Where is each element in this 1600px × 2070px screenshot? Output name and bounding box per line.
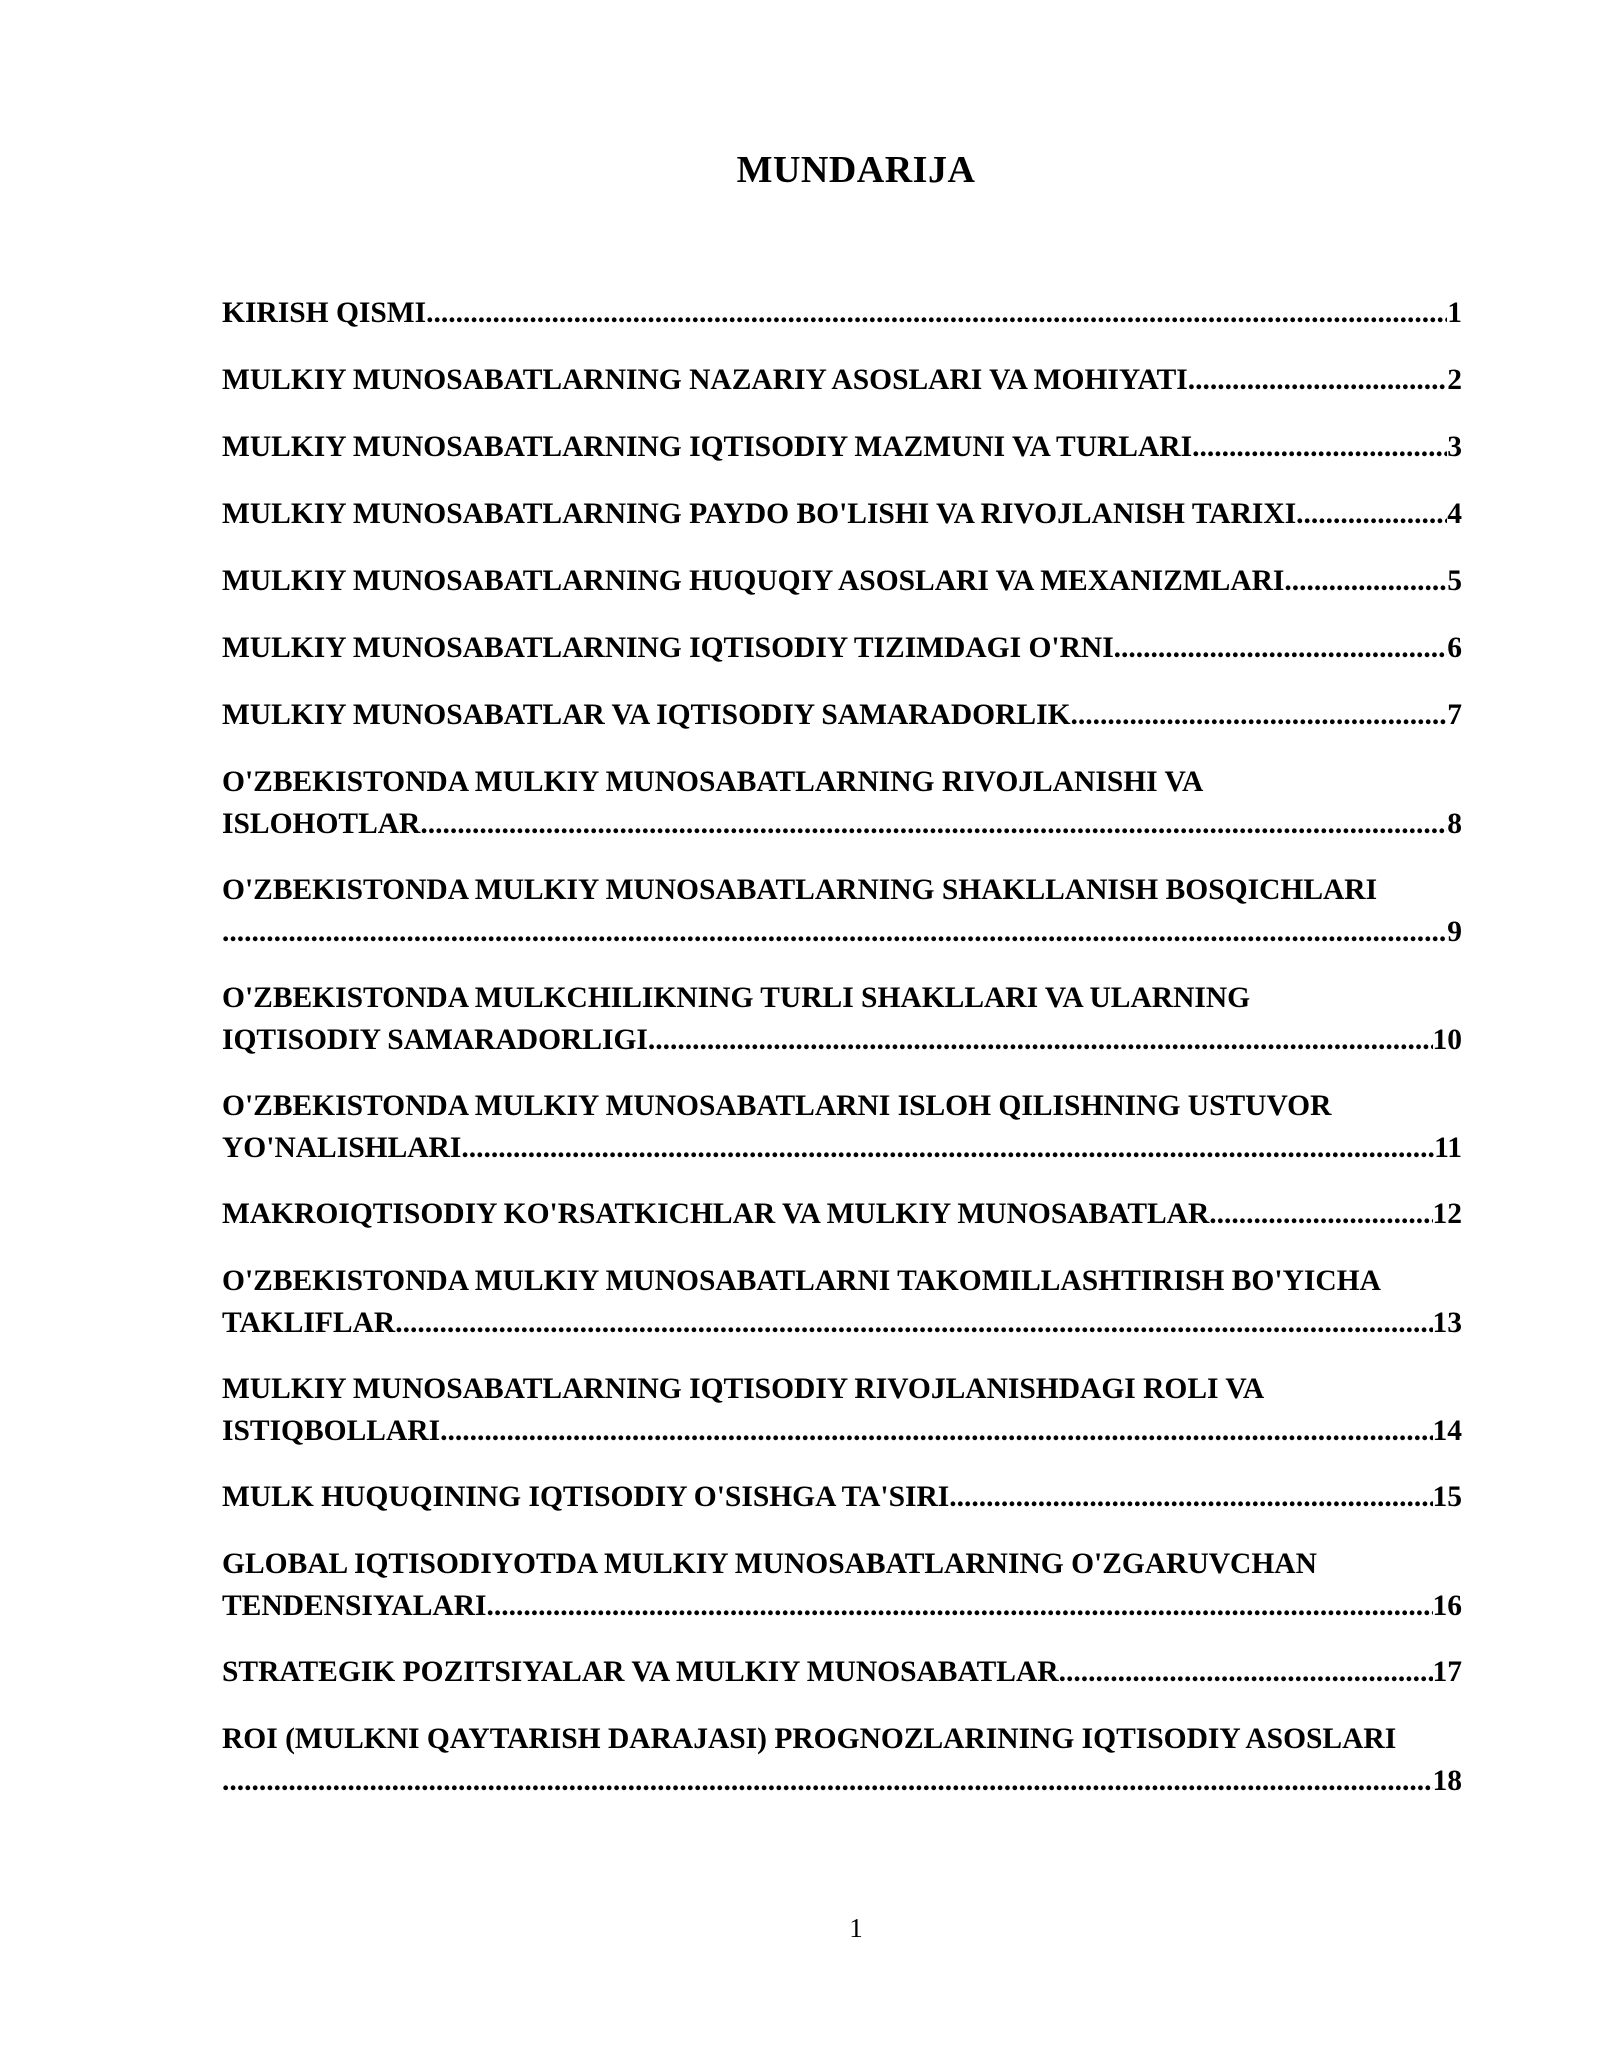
toc-entry[interactable] [222, 1651, 1462, 1693]
toc-dot-leader [487, 1585, 1433, 1627]
toc-entry-title: KIRISH QISMI [222, 297, 427, 329]
toc-page-number: 17 [1432, 1656, 1462, 1688]
toc-page-number: 4 [1447, 498, 1462, 530]
toc-page-number: 5 [1447, 565, 1462, 597]
toc-dot-leader [1296, 493, 1447, 535]
toc-dot-leader [440, 1410, 1432, 1452]
toc-dot-leader [1209, 1193, 1432, 1235]
toc-entry[interactable] [222, 560, 1462, 602]
toc-dot-leader [1284, 560, 1447, 602]
toc-entry[interactable] [222, 1718, 1462, 1802]
toc-entry[interactable] [222, 493, 1462, 535]
toc-page-number: 11 [1434, 1132, 1462, 1164]
toc-page-number: 8 [1447, 808, 1462, 840]
toc-dot-leader [222, 911, 1447, 953]
toc-entry-title-continued: TENDENSIYALARI [222, 1590, 487, 1622]
toc-entry-title-continued: ISLOHOTLAR [222, 808, 421, 840]
toc-entry[interactable] [222, 627, 1462, 669]
toc-entry-title: STRATEGIK POZITSIYALAR VA MULKIY MUNOSABATLAR [222, 1656, 1059, 1688]
toc-entry[interactable] [222, 761, 1462, 845]
toc-dot-leader [222, 1760, 1433, 1802]
toc-entry[interactable] [222, 1085, 1462, 1169]
toc-entry-title: MULKIY MUNOSABATLARNING IQTISODIY RIVOJLANISHDAGI ROLI VA [222, 1373, 1265, 1405]
toc-entry[interactable] [222, 1476, 1462, 1518]
toc-entry-title-continued: IQTISODIY SAMARADORLIGI [222, 1024, 648, 1056]
toc-entry-title: MULKIY MUNOSABATLARNING HUQUQIY ASOSLARI VA MEXANIZMLARI [222, 565, 1285, 597]
toc-entry-title: O'ZBEKISTONDA MULKCHILIKNING TURLI SHAKLLARI VA ULARNING [222, 982, 1251, 1014]
toc-dot-leader [1192, 426, 1447, 468]
toc-page-number: 3 [1447, 431, 1462, 463]
toc-dot-leader [1114, 627, 1448, 669]
toc-dot-leader [648, 1019, 1433, 1061]
toc-dot-leader [1188, 359, 1448, 401]
toc-entry-title: O'ZBEKISTONDA MULKIY MUNOSABATLARNING RIVOJLANISHI VA [222, 766, 1204, 798]
toc-entry-title-continued: ISTIQBOLLARI [222, 1415, 441, 1447]
toc-entry[interactable] [222, 359, 1462, 401]
toc-entry-title: O'ZBEKISTONDA MULKIY MUNOSABATLARNI ISLOH QILISHNING USTUVOR [222, 1090, 1332, 1122]
toc-dot-leader [461, 1127, 1434, 1169]
toc-entry-title: O'ZBEKISTONDA MULKIY MUNOSABATLARNING SHAKLLANISH BOSQICHLARI [222, 874, 1378, 906]
toc-entry-title-continued: TAKLIFLAR [222, 1307, 396, 1339]
toc-entry[interactable] [222, 1543, 1462, 1627]
toc-entry[interactable] [222, 292, 1462, 334]
toc-entry[interactable] [222, 1368, 1462, 1452]
toc-entry-title: MULKIY MUNOSABATLARNING IQTISODIY TIZIMDAGI O'RNI [222, 632, 1114, 664]
toc-entry-title: GLOBAL IQTISODIYOTDA MULKIY MUNOSABATLARNING O'ZGARUVCHAN [222, 1548, 1317, 1580]
toc-page-number: 6 [1447, 632, 1462, 664]
footer-page-number: 1 [849, 1913, 863, 1943]
toc-page-number: 2 [1447, 364, 1462, 396]
toc-entry[interactable] [222, 426, 1462, 468]
toc-page-number: 16 [1432, 1590, 1462, 1622]
toc-page-number: 7 [1447, 699, 1462, 731]
toc-dot-leader [420, 803, 1447, 845]
toc-page-number: 10 [1432, 1024, 1462, 1056]
toc-entry-title: MULKIY MUNOSABATLAR VA IQTISODIY SAMARADORLIK [222, 699, 1071, 731]
toc-page-number: 15 [1432, 1481, 1462, 1513]
toc-page-number: 18 [1432, 1765, 1462, 1797]
toc-entry-title: O'ZBEKISTONDA MULKIY MUNOSABATLARNI TAKOMILLASHTIRISH BO'YICHA [222, 1265, 1381, 1297]
toc-page-number: 13 [1432, 1307, 1462, 1339]
page-title: MUNDARIJA [736, 149, 976, 191]
toc-entry-title: MULK HUQUQINING IQTISODIY O'SISHGA TA'SIRI [222, 1481, 950, 1513]
toc-entry-title: MULKIY MUNOSABATLARNING NAZARIY ASOSLARI VA MOHIYATI [222, 364, 1188, 396]
toc-dot-leader [1071, 694, 1448, 736]
toc-entry-title: MULKIY MUNOSABATLARNING PAYDO BO'LISHI VA RIVOJLANISH TARIXI [222, 498, 1297, 530]
toc-dot-leader [949, 1476, 1432, 1518]
toc-page-number: 9 [1447, 916, 1462, 948]
toc-page-number: 12 [1432, 1198, 1462, 1230]
toc-entry-title: ROI (MULKNI QAYTARISH DARAJASI) PROGNOZLARINING IQTISODIY ASOSLARI [222, 1723, 1397, 1755]
toc-entry[interactable] [222, 694, 1462, 736]
toc-page-number: 1 [1447, 297, 1462, 329]
toc-entry-title: MULKIY MUNOSABATLARNING IQTISODIY MAZMUNI VA TURLARI [222, 431, 1193, 463]
toc-entry[interactable] [222, 869, 1462, 953]
toc-dot-leader [1059, 1651, 1433, 1693]
toc-entry[interactable] [222, 977, 1462, 1061]
toc-entry[interactable] [222, 1193, 1462, 1235]
toc-page-number: 14 [1432, 1415, 1462, 1447]
toc-dot-leader [395, 1302, 1432, 1344]
toc-entry-title: MAKROIQTISODIY KO'RSATKICHLAR VA MULKIY MUNOSABATLAR [222, 1198, 1210, 1230]
toc-dot-leader [426, 292, 1447, 334]
toc-entry-title-continued: YO'NALISHLARI [222, 1132, 462, 1164]
toc-entry[interactable] [222, 1260, 1462, 1344]
